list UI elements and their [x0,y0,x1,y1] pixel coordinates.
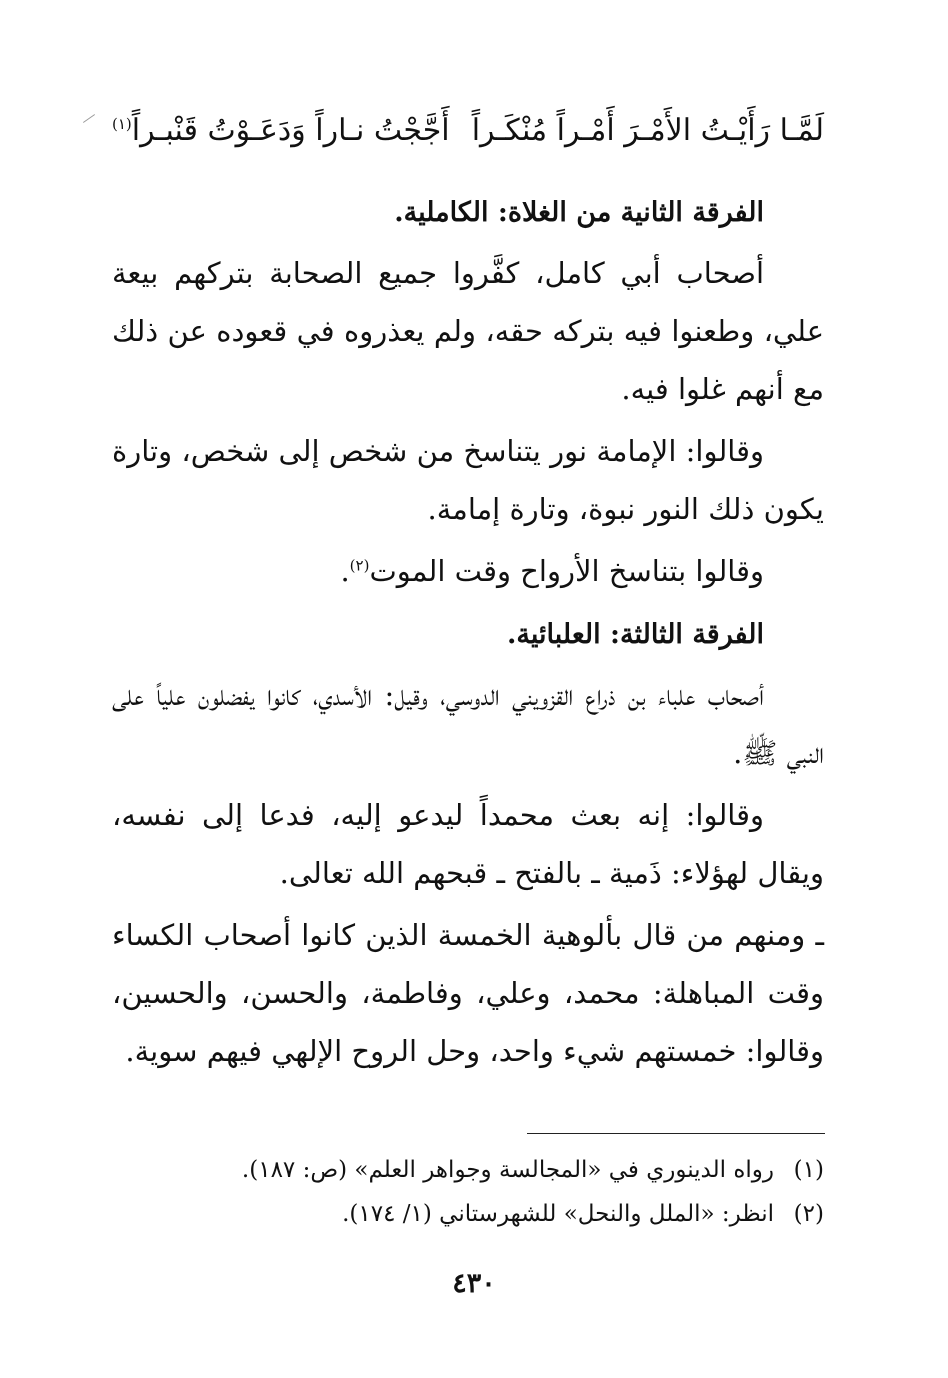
paragraph: وقالوا: الإمامة نور يتناسخ من شخص إلى شخص، وتارة يكون ذلك النور نبوة، وتارة إمامة. [112,434,824,526]
paragraph: وقالوا بتناسخ الأرواح وقت الموت$^{(٢)}$. [340,554,764,588]
footnotes [112,1148,824,1236]
section-heading-kamiliyya: الفرقة الثانية من الغلاة: الكاملية. [394,197,764,228]
verse-second-hemistich: أَجَّجْتُ نـاراً وَدَعَـوْتُ قَنْبـراً$^{(١)}$ [112,112,450,148]
paragraph: أصحاب أبي كامل، كفَّروا جميع الصحابة بتركهم بيعة علي، وطعنوا فيه بتركه حقه، ولم يعذروه في قعوده عن ذلك مع أنهم غلوا فيه. [112,256,824,406]
footnote-item [112,1148,824,1192]
footnote-separator [527,1133,825,1134]
page-number: ٤٣٠ [452,1268,496,1299]
footnote-ref-1[interactable]: (١) [112,114,132,133]
paragraph: أصحاب علباء بن ذراع القزويني الدوسي، وقيل: الأسدي، كانوا يفضلون علياً على النبي ﷺ. [112,678,824,770]
paragraph: وقالوا: إنه بعث محمداً ليدعو إليه، فدعا إلى نفسه، ويقال لهؤلاء: ذَمية ـ بالفتح ـ قبحهم الله تعالى. [112,798,824,890]
paragraph: ـ ومنهم من قال بألوهية الخمسة الذين كانوا أصحاب الكساء وقت المباهلة: محمد، وعلي، وفاطمة، والحسن، والحسين، وقالوا: خمستهم شيء واحد، وحل الروح الإلهي فيهم سوية. [112,918,824,1068]
footnote-number: (٢) [793,1201,824,1227]
poetry-verse [112,100,824,160]
footnote-text: انظر: «الملل والنحل» للشهرستاني (١/ ١٧٤). [342,1201,774,1227]
footnote-ref-2[interactable]: (٢) [349,556,370,575]
footnote-text: رواه الدينوري في «المجالسة وجواهر العلم» (ص: ١٨٧). [241,1157,774,1183]
footnote-item [112,1192,824,1236]
footnote-number: (١) [793,1157,824,1183]
verse-first-hemistich: لَمَّـا رَأَيْـتُ الأَمْـرَ أَمْـراً مُنْكَـراً [471,112,824,148]
section-heading-albaiyya: الفرقة الثالثة: العلبائية. [507,619,764,650]
margin-mark [83,114,95,123]
main-text [112,182,824,1084]
